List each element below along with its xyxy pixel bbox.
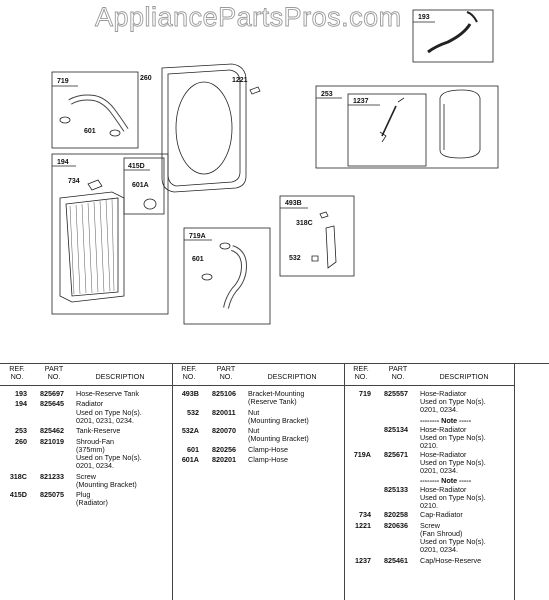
description-line: Screw bbox=[76, 471, 96, 481]
part-number[interactable]: 825645 bbox=[40, 399, 64, 409]
ref-number: 1221 bbox=[355, 520, 371, 530]
part-number[interactable]: 820258 bbox=[384, 510, 408, 520]
header-ref-no-2: REF. NO. bbox=[181, 364, 197, 381]
header-description-1: DESCRIPTION bbox=[95, 372, 145, 381]
description-line: Shroud-Fan bbox=[76, 436, 114, 446]
ref-number: 493B bbox=[181, 389, 199, 398]
column-divider-1 bbox=[172, 363, 173, 600]
callout-1221: 1221 bbox=[232, 77, 248, 84]
description-line: Clamp-Hose bbox=[248, 444, 288, 454]
description-line: 0201, 0234. bbox=[420, 465, 458, 475]
description-line: Hose-Radiator bbox=[420, 449, 467, 459]
callout-253: 253 bbox=[321, 91, 333, 98]
note-divider: -------- Note ----- bbox=[420, 476, 472, 486]
description-line: Screw bbox=[420, 520, 440, 530]
description-line: (Mounting Bracket) bbox=[76, 479, 137, 489]
ref-number: 194 bbox=[15, 399, 27, 409]
header-description-2: DESCRIPTION bbox=[267, 372, 317, 381]
part-number[interactable]: 825461 bbox=[384, 555, 408, 565]
description-line: Nut bbox=[248, 407, 260, 417]
site-watermark: AppliancePartsPros.com bbox=[95, 2, 402, 32]
header-ref-no-3: REF. NO. bbox=[353, 364, 369, 381]
header-part-no-1: PART NO. bbox=[44, 364, 64, 381]
description-line: (Mounting Bracket) bbox=[248, 415, 309, 425]
description-line: Clamp-Hose bbox=[248, 455, 288, 465]
ref-number: 1237 bbox=[355, 555, 371, 565]
header-ref-no-1: REF. NO. bbox=[9, 364, 25, 381]
callout-601: 601 bbox=[84, 128, 96, 135]
description-line: Used on Type No(s). bbox=[420, 457, 486, 467]
ref-number: 719A bbox=[353, 449, 371, 459]
description-line: (375mm) bbox=[76, 444, 105, 454]
callout-415d: 415D bbox=[128, 163, 145, 170]
ref-number: 415D bbox=[9, 490, 27, 500]
callout-193: 193 bbox=[418, 14, 430, 21]
description-line: Cap-Radiator bbox=[420, 510, 463, 520]
part-number[interactable]: 821233 bbox=[40, 471, 64, 481]
part-number[interactable]: 825697 bbox=[40, 389, 64, 398]
part-number[interactable]: 825134 bbox=[384, 424, 408, 434]
ref-number: 253 bbox=[15, 426, 27, 436]
description-line: Bracket-Mounting bbox=[248, 389, 305, 398]
description-line: Plug bbox=[76, 490, 91, 500]
callout-734: 734 bbox=[68, 178, 80, 185]
description-line: Used on Type No(s). bbox=[76, 452, 142, 462]
callout-493b: 493B bbox=[285, 200, 302, 207]
table-right-edge bbox=[514, 363, 515, 600]
description-line: Used on Type No(s). bbox=[420, 432, 486, 442]
description-line: Used on Type No(s). bbox=[76, 407, 142, 417]
description-line: (Radiator) bbox=[76, 498, 108, 508]
description-line: Used on Type No(s). bbox=[420, 536, 486, 546]
description-line: Tank-Reserve bbox=[76, 426, 121, 436]
part-number[interactable]: 825671 bbox=[384, 449, 408, 459]
description-line: 0210. bbox=[420, 501, 438, 511]
ref-number: 532A bbox=[181, 426, 199, 436]
table-header-rule bbox=[0, 385, 514, 386]
description-line: 0201, 0231, 0234. bbox=[76, 415, 134, 425]
callout-601-lower: 601 bbox=[192, 256, 204, 263]
part-number[interactable]: 820256 bbox=[212, 444, 236, 454]
description-line: 0201, 0234. bbox=[420, 405, 458, 415]
callout-318c: 318C bbox=[296, 220, 313, 227]
part-number[interactable]: 820201 bbox=[212, 455, 236, 465]
description-line: Used on Type No(s). bbox=[420, 493, 486, 503]
ref-number: 193 bbox=[15, 389, 27, 398]
description-line: (Reserve Tank) bbox=[248, 397, 297, 407]
header-part-no-2: PART NO. bbox=[216, 364, 236, 381]
ref-number: 260 bbox=[15, 436, 27, 446]
ref-number: 719 bbox=[359, 389, 371, 398]
ref-number: 734 bbox=[359, 510, 371, 520]
header-description-3: DESCRIPTION bbox=[439, 372, 489, 381]
table-top-rule bbox=[0, 363, 549, 364]
part-number[interactable]: 820070 bbox=[212, 426, 236, 436]
callout-1237: 1237 bbox=[353, 98, 369, 105]
ref-number: 601 bbox=[187, 444, 199, 454]
part-number[interactable]: 821019 bbox=[40, 436, 64, 446]
part-number[interactable]: 825462 bbox=[40, 426, 64, 436]
header-part-no-3: PART NO. bbox=[388, 364, 408, 381]
ref-number: 601A bbox=[181, 455, 199, 465]
part-number[interactable]: 825133 bbox=[384, 485, 408, 495]
description-line: Radiator bbox=[76, 399, 104, 409]
callout-719a: 719A bbox=[189, 233, 206, 240]
ref-number: 318C bbox=[9, 471, 27, 481]
callout-260: 260 bbox=[140, 75, 152, 82]
description-line: Hose-Radiator bbox=[420, 389, 467, 398]
callout-194: 194 bbox=[57, 159, 69, 166]
callout-719: 719 bbox=[57, 78, 69, 85]
part-number[interactable]: 825557 bbox=[384, 389, 408, 398]
description-line: Hose-Radiator bbox=[420, 485, 467, 495]
description-line: (Fan Shroud) bbox=[420, 528, 463, 538]
note-divider: -------- Note ----- bbox=[420, 415, 472, 425]
description-line: Nut bbox=[248, 426, 260, 436]
description-line: Cap/Hose-Reserve bbox=[420, 555, 482, 565]
part-number[interactable]: 825106 bbox=[212, 389, 236, 398]
description-line: Used on Type No(s). bbox=[420, 397, 486, 407]
part-number[interactable]: 820636 bbox=[384, 520, 408, 530]
description-line: 0201, 0234. bbox=[420, 545, 458, 555]
description-line: 0201, 0234. bbox=[76, 461, 114, 471]
description-line: Hose-Radiator bbox=[420, 424, 467, 434]
description-line: Hose-Reserve Tank bbox=[76, 389, 139, 398]
description-line: 0210. bbox=[420, 440, 438, 450]
description-line: (Mounting Bracket) bbox=[248, 434, 309, 444]
callout-532: 532 bbox=[289, 255, 301, 262]
ref-number: 532 bbox=[187, 407, 199, 417]
part-number[interactable]: 825075 bbox=[40, 490, 64, 500]
callout-601a: 601A bbox=[132, 182, 149, 189]
part-number[interactable]: 820011 bbox=[212, 407, 236, 417]
